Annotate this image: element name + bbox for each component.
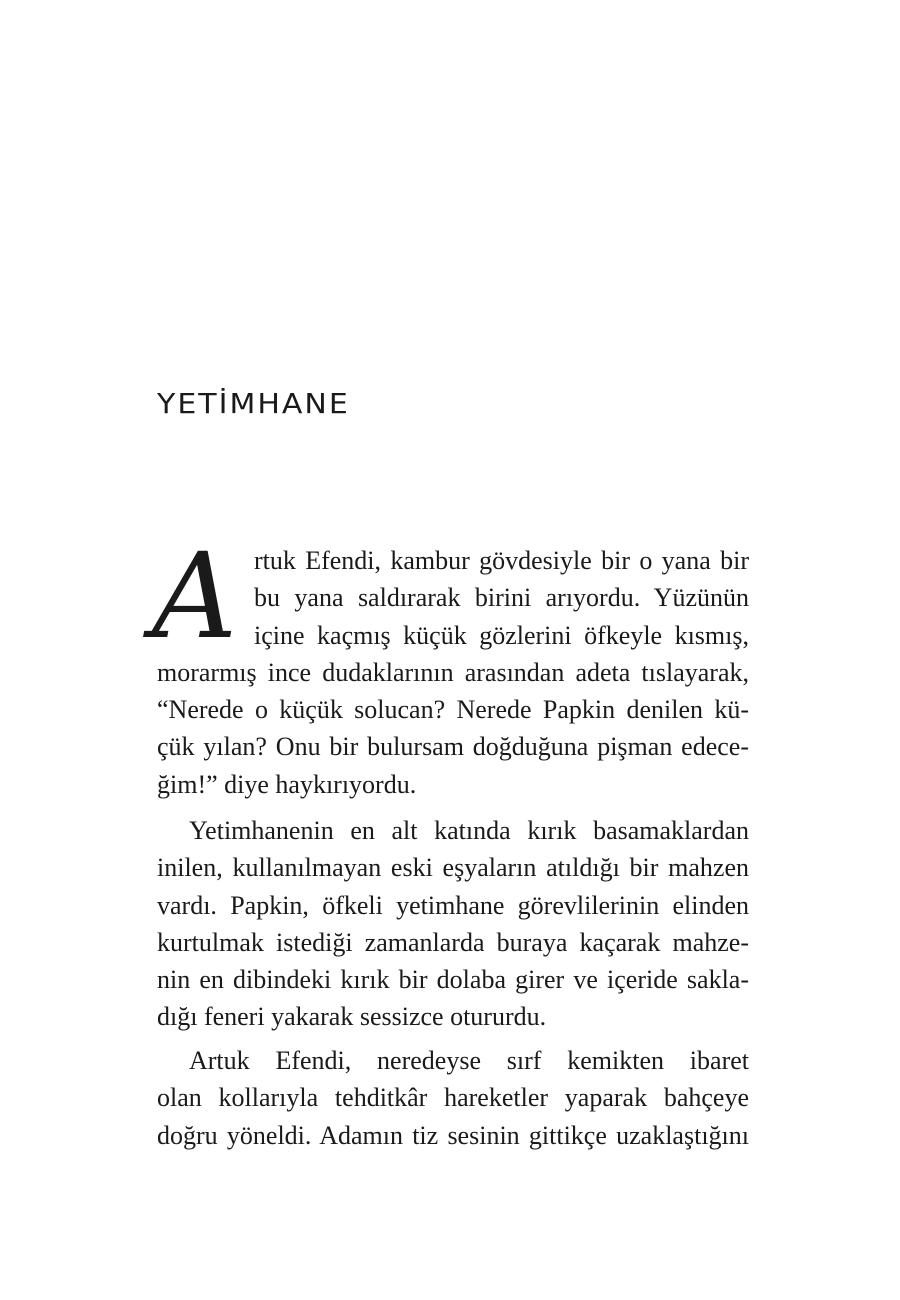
paragraph-line: morarmış ince dudaklarının arasından adeta tıslayarak, <box>157 657 749 687</box>
paragraph-line: bu yana saldırarak birini arıyordu. Yüzünün <box>254 583 749 613</box>
paragraph-line: ğim!” diye haykırıyordu. <box>157 769 417 799</box>
paragraph-line: kurtulmak istediği zamanlarda buraya kaçarak mahze- <box>157 927 749 957</box>
paragraph-2 <box>157 812 749 1036</box>
paragraph-line: rtuk Efendi, kambur gövdesiyle bir o yana bir <box>254 546 749 575</box>
paragraph-line: vardı. Papkin, öfkeli yetimhane görevlilerinin elinden <box>157 890 749 920</box>
paragraph-3 <box>157 1042 749 1154</box>
chapter-title: YETİMHANE <box>157 388 350 421</box>
paragraph-line: doğru yöneldi. Adamın tiz sesinin gittikçe uzaklaştığını <box>157 1120 749 1150</box>
paragraph-line: Yetimhanenin en alt katında kırık basamaklardan <box>189 816 749 845</box>
paragraph-line: inilen, kullanılmayan eski eşyaların atıldığı bir mahzen <box>157 853 749 883</box>
paragraph-line: “Nerede o küçük solucan? Nerede Papkin denilen kü- <box>157 695 749 725</box>
paragraph-line: çük yılan? Onu bir bulursam doğduğuna pişman edece- <box>157 732 749 762</box>
paragraph-line: olan kollarıyla tehditkâr hareketler yaparak bahçeye <box>157 1083 749 1113</box>
paragraph-line: içine kaçmış küçük gözlerini öfkeyle kısmış, <box>254 620 749 650</box>
paragraph-line: Artuk Efendi, neredeyse sırf kemikten ibaret <box>189 1046 749 1075</box>
paragraph-line: nin en dibindeki kırık bir dolaba girer ve içeride sakla- <box>157 965 749 995</box>
paragraph-1 <box>157 542 749 803</box>
paragraph-line: dığı feneri yakarak sessizce otururdu. <box>157 1002 547 1032</box>
drop-cap: A <box>152 527 238 665</box>
